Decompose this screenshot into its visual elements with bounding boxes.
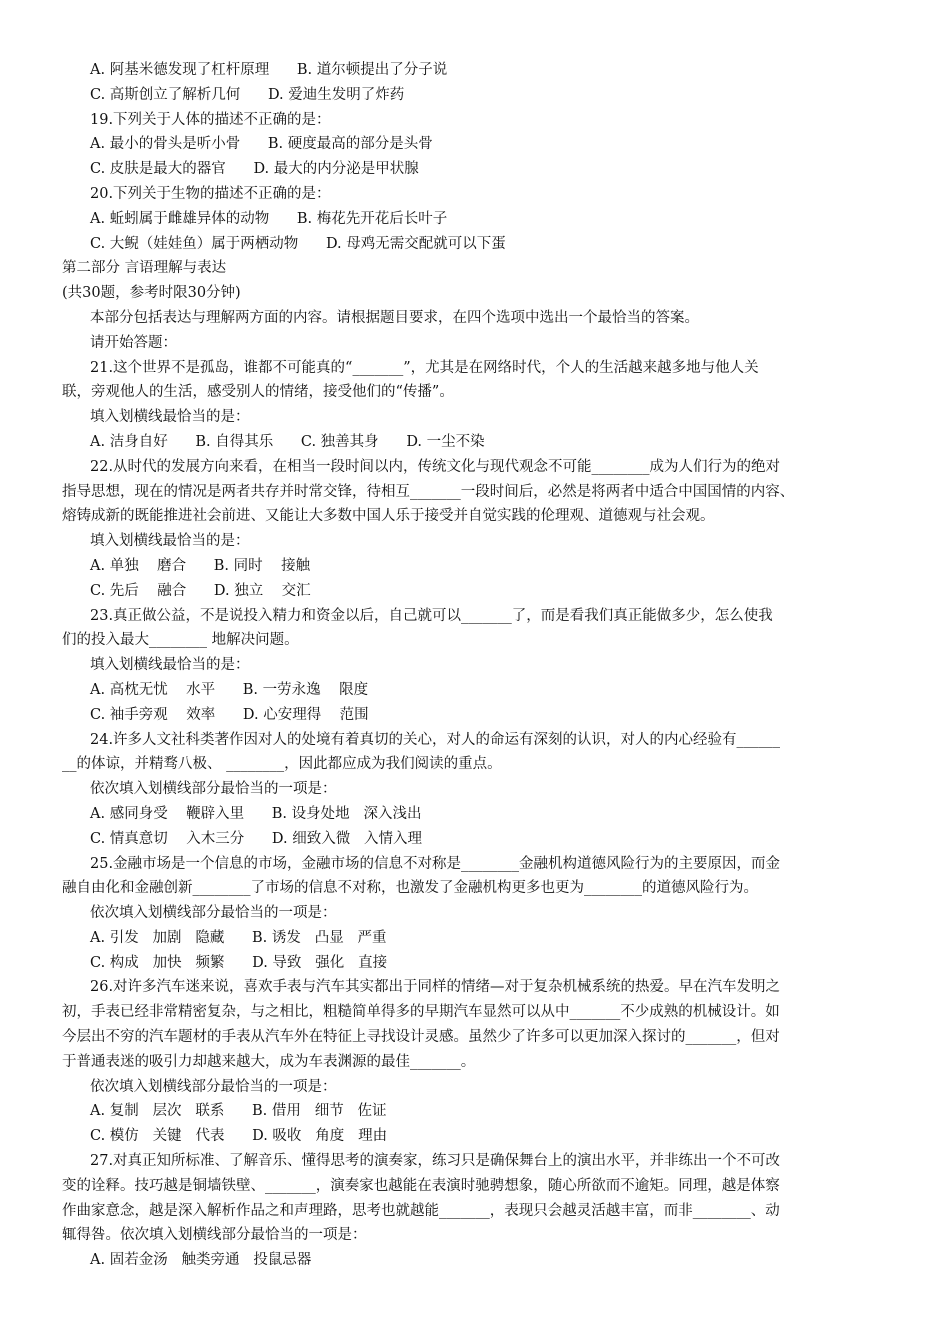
text-line: __的体谅，并精骛八极、 ________，因此都应成为我们阅读的重点。	[62, 756, 502, 773]
text-line: C. 模仿 关键 代表 D. 吸收 角度 理由	[90, 1128, 388, 1145]
text-line: 填入划横线最恰当的是：	[90, 533, 250, 550]
text-line: 熔铸成新的既能推进社会前进、又能让大多数中国人乐于接受并自觉实践的伦理观、道德观与社会观。	[62, 508, 715, 525]
text-line: 依次填入划横线部分最恰当的一项是：	[90, 905, 337, 922]
text-line: 初，手表已经非常精密复杂，与之相比，粗糙简单得多的早期汽车显然可以从中_______不少成熟的机械设计。如	[62, 1004, 780, 1021]
text-line: A. 感同身受 鞭辟入里 B. 设身处地 深入浅出	[90, 805, 422, 822]
text-line: 24.许多人文社科类著作因对人的处境有着真切的关心，对人的命运有深刻的认识，对人的内心经验有______	[90, 731, 781, 748]
text-line: 27.对真正知所标准、了解音乐、懂得思考的演奏家，练习只是确保舞台上的演出水平，并非练出一个不可改	[90, 1153, 781, 1170]
text-line: A. 复制 层次 联系 B. 借用 细节 佐证	[90, 1103, 387, 1120]
text-line: 填入划横线最恰当的是：	[90, 657, 250, 674]
text-line: C. 袖手旁观 效率 D. 心安理得 范围	[90, 706, 369, 723]
text-line: (共30题，参考时限30分钟)	[62, 285, 241, 302]
text-line: 21.这个世界不是孤岛，谁都不可能真的“_______”，尤其是在网络时代，个人的生活越来越多地与他人关	[90, 359, 759, 376]
text-line: 于普通表迷的吸引力却越来越大，成为车表渊源的最佳_______。	[62, 1053, 476, 1070]
text-line: A. 最小的骨头是听小骨 B. 硬度最高的部分是头骨	[90, 136, 433, 153]
text-line: 辄得咎。依次填入划横线部分最恰当的一项是：	[62, 1227, 367, 1244]
text-line: 们的投入最大________ 地解决问题。	[62, 632, 299, 649]
text-line: A. 蚯蚓属于雌雄异体的动物 B. 梅花先开花后长叶子	[90, 210, 448, 227]
text-line: 联，旁观他人的生活，感受别人的情绪，接受他们的“传播”。	[62, 384, 454, 401]
document-page	[62, 58, 892, 1273]
text-line: 填入划横线最恰当的是：	[90, 409, 250, 426]
text-line: 指导思想，现在的情况是两者共存并时常交锋，待相互_______一段时间后，必然是将两者中适合中国国情的内容、	[62, 483, 795, 500]
text-line: C. 高斯创立了解析几何 D. 爱迪生发明了炸药	[90, 86, 405, 103]
text-line: 请开始答题：	[90, 334, 177, 351]
text-line: C. 先后 融合 D. 独立 交汇	[90, 582, 311, 599]
text-line: C. 情真意切 入木三分 D. 细致入微 入情入理	[90, 830, 423, 847]
text-line: 22.从时代的发展方向来看，在相当一段时间以内，传统文化与现代观念不可能________成为人们行为的绝对	[90, 458, 781, 475]
text-line: C. 皮肤是最大的器官 D. 最大的内分泌是甲状腺	[90, 161, 419, 178]
text-line: 20.下列关于生物的描述不正确的是：	[90, 185, 331, 202]
text-line: 23.真正做公益，不是说投入精力和资金以后，自己就可以_______了，而是看我们真正能做多少，怎么使我	[90, 607, 773, 624]
text-line: A. 引发 加剧 隐藏 B. 诱发 凸显 严重	[90, 929, 387, 946]
text-line: 融自由化和金融创新________了市场的信息不对称，也激发了金融机构更多也更为________的道德风险行为。	[62, 880, 758, 897]
text-line: A. 固若金汤 触类旁通 投鼠忌器	[90, 1252, 312, 1269]
text-line: 今层出不穷的汽车题材的手表从汽车外在特征上寻找设计灵感。虽然少了许多可以更加深入探讨的_______，但对	[62, 1029, 780, 1046]
text-line: 19.下列关于人体的描述不正确的是：	[90, 111, 331, 128]
text-line: A. 洁身自好 B. 自得其乐 C. 独善其身 D. 一尘不染	[90, 433, 485, 450]
text-line: A. 单独 磨合 B. 同时 接触	[90, 557, 311, 574]
text-line: A. 高枕无忧 水平 B. 一劳永逸 限度	[90, 681, 369, 698]
text-line: A. 阿基米德发现了杠杆原理 B. 道尔顿提出了分子说	[90, 62, 448, 78]
text-line: 作曲家意念，越是深入解析作品之和声理路，思考也就越能_______，表现只会越灵活越丰富，而非________、动	[62, 1202, 780, 1219]
text-line: 第二部分 言语理解与表达	[62, 260, 227, 277]
text-line: 26.对许多汽车迷来说，喜欢手表与汽车其实都出于同样的情绪—对于复杂机械系统的热爱。早在汽车发明之	[90, 979, 781, 996]
text-line: 依次填入划横线部分最恰当的一项是：	[90, 1078, 337, 1095]
text-line: 依次填入划横线部分最恰当的一项是：	[90, 781, 337, 798]
text-line: 本部分包括表达与理解两方面的内容。请根据题目要求，在四个选项中选出一个最恰当的答案。	[90, 309, 699, 326]
text-line: C. 大鲵（娃娃鱼）属于两栖动物 D. 母鸡无需交配就可以下蛋	[90, 235, 506, 252]
text-line: C. 构成 加快 频繁 D. 导致 强化 直接	[90, 954, 388, 971]
text-line: 变的诠释。技巧越是铜墙铁壁、_______，演奏家也越能在表演时驰骋想象，随心所欲而不逾矩。同理，越是体察	[62, 1177, 780, 1194]
text-line: 25.金融市场是一个信息的市场，金融市场的信息不对称是________金融机构道德风险行为的主要原因，而金	[90, 855, 781, 872]
